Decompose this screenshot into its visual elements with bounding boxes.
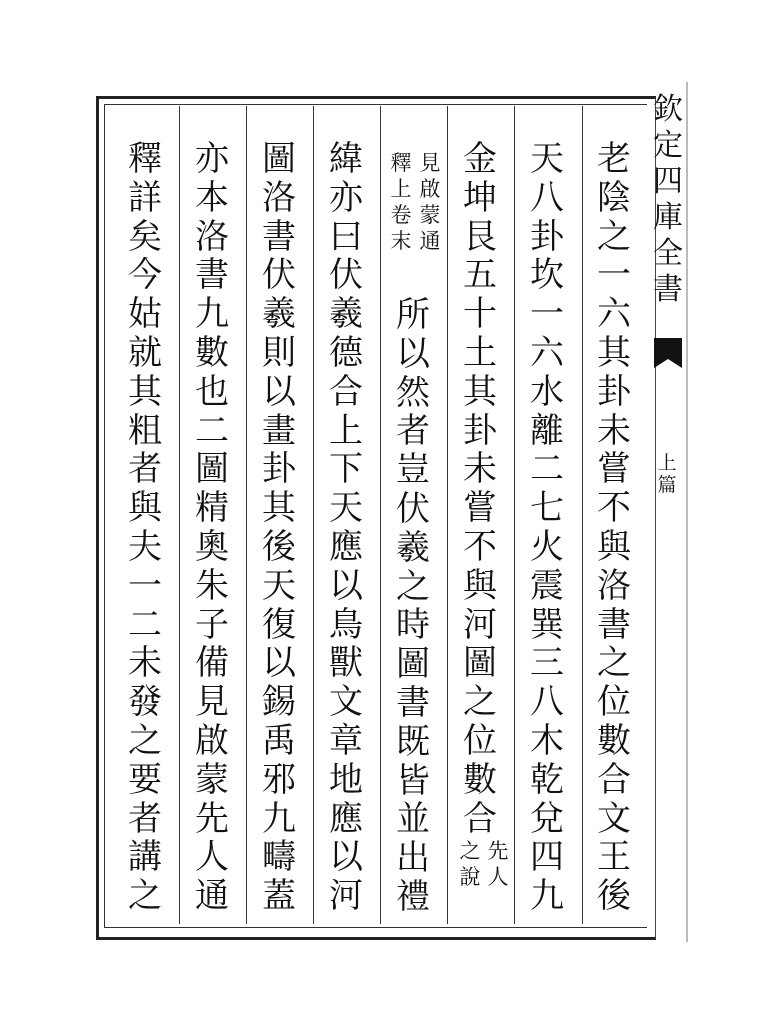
character: 書 bbox=[396, 682, 430, 723]
character: 夫 bbox=[128, 526, 162, 567]
character: 就 bbox=[128, 332, 162, 373]
character: 要 bbox=[128, 759, 162, 800]
character: 九 bbox=[262, 798, 296, 839]
character: 禮 bbox=[396, 876, 430, 917]
margin-book-title bbox=[654, 92, 682, 308]
character: 人 bbox=[195, 837, 229, 878]
character: 四 bbox=[530, 837, 564, 878]
column-rule bbox=[179, 106, 180, 924]
character: 以 bbox=[396, 333, 430, 374]
character: 十 bbox=[463, 294, 497, 335]
character: 數 bbox=[195, 332, 229, 373]
character: 之 bbox=[597, 643, 631, 684]
character: 未 bbox=[128, 643, 162, 684]
character: 地 bbox=[329, 759, 363, 800]
character: 六 bbox=[597, 294, 631, 335]
character: 本 bbox=[195, 177, 229, 218]
character: 書 bbox=[262, 216, 296, 257]
character: 書 bbox=[653, 272, 683, 307]
fishtail-mark bbox=[654, 338, 682, 368]
character: 卦 bbox=[262, 449, 296, 490]
character: 庫 bbox=[653, 200, 683, 235]
page-edge-shadow bbox=[686, 82, 688, 942]
character: 禹 bbox=[262, 720, 296, 761]
character: 精 bbox=[195, 488, 229, 529]
column-rule bbox=[514, 106, 515, 924]
character: 見 bbox=[195, 682, 229, 723]
character: 圖 bbox=[195, 449, 229, 490]
character: 不 bbox=[597, 488, 631, 529]
character: 羲 bbox=[396, 527, 430, 568]
character: 之 bbox=[597, 216, 631, 257]
character: 八 bbox=[530, 682, 564, 723]
character: 天 bbox=[530, 139, 564, 179]
character: 震 bbox=[530, 565, 564, 606]
character: 蒙 bbox=[195, 759, 229, 800]
character: 一 bbox=[530, 294, 564, 335]
character: 上 bbox=[390, 177, 412, 201]
character: 則 bbox=[262, 332, 296, 373]
character: 伏 bbox=[329, 255, 363, 296]
character: 九 bbox=[195, 294, 229, 335]
character: 羲 bbox=[262, 294, 296, 335]
text-column-3 bbox=[454, 140, 506, 838]
character: 然 bbox=[396, 372, 430, 413]
character: 與 bbox=[128, 488, 162, 529]
character: 卦 bbox=[597, 371, 631, 412]
column-rule bbox=[246, 106, 247, 924]
character: 以 bbox=[262, 371, 296, 412]
inline-note-left bbox=[387, 150, 415, 254]
character: 人 bbox=[487, 865, 509, 889]
character: 姑 bbox=[128, 294, 162, 335]
column-rule bbox=[313, 106, 314, 924]
character: 其 bbox=[262, 488, 296, 529]
character: 之 bbox=[128, 876, 162, 917]
character: 伏 bbox=[262, 255, 296, 296]
character: 復 bbox=[262, 604, 296, 645]
character: 矣 bbox=[128, 216, 162, 257]
character: 釋 bbox=[128, 139, 162, 179]
character: 以 bbox=[329, 565, 363, 606]
column-rule bbox=[380, 106, 381, 924]
character: 合 bbox=[463, 798, 497, 839]
character: 卷 bbox=[390, 203, 412, 227]
character: 之 bbox=[128, 720, 162, 761]
character: 也 bbox=[195, 371, 229, 412]
character: 天 bbox=[329, 488, 363, 529]
character: 粗 bbox=[128, 410, 162, 451]
character: 二 bbox=[128, 604, 162, 645]
character: 一 bbox=[128, 565, 162, 606]
character: 位 bbox=[463, 720, 497, 761]
character: 緯 bbox=[329, 139, 363, 179]
character: 獸 bbox=[329, 643, 363, 684]
character: 應 bbox=[329, 798, 363, 839]
character: 應 bbox=[329, 526, 363, 567]
character: 通 bbox=[195, 876, 229, 917]
character: 河 bbox=[463, 604, 497, 645]
character: 數 bbox=[597, 720, 631, 761]
character: 不 bbox=[463, 526, 497, 567]
text-column-5 bbox=[320, 140, 372, 916]
character: 德 bbox=[329, 332, 363, 373]
character: 卦 bbox=[530, 216, 564, 257]
character: 嘗 bbox=[597, 449, 631, 490]
character: 三 bbox=[530, 643, 564, 684]
character: 者 bbox=[128, 798, 162, 839]
character: 其 bbox=[128, 371, 162, 412]
text-column-7 bbox=[186, 140, 238, 916]
character: 金 bbox=[463, 139, 497, 179]
character: 嘗 bbox=[463, 488, 497, 529]
character: 坤 bbox=[463, 177, 497, 218]
character: 定 bbox=[653, 128, 683, 163]
character: 講 bbox=[128, 837, 162, 878]
character: 四 bbox=[653, 164, 683, 199]
character: 以 bbox=[262, 643, 296, 684]
character: 後 bbox=[597, 876, 631, 917]
character: 說 bbox=[459, 865, 481, 889]
inline-note-left bbox=[456, 838, 484, 890]
character: 見 bbox=[419, 151, 441, 175]
character: 既 bbox=[396, 721, 430, 762]
character: 之 bbox=[459, 839, 481, 863]
character: 土 bbox=[463, 332, 497, 373]
character: 豈 bbox=[396, 450, 430, 491]
character: 八 bbox=[530, 177, 564, 218]
character: 艮 bbox=[463, 216, 497, 257]
character: 圖 bbox=[262, 139, 296, 179]
character: 洛 bbox=[597, 565, 631, 606]
character: 奧 bbox=[195, 526, 229, 567]
character: 合 bbox=[329, 371, 363, 412]
character: 一 bbox=[597, 255, 631, 296]
character: 其 bbox=[597, 332, 631, 373]
character: 以 bbox=[329, 837, 363, 878]
character: 備 bbox=[195, 643, 229, 684]
character: 天 bbox=[262, 565, 296, 606]
character: 合 bbox=[597, 759, 631, 800]
column-rule bbox=[582, 106, 583, 924]
character: 子 bbox=[195, 604, 229, 645]
character: 發 bbox=[128, 682, 162, 723]
character: 之 bbox=[463, 682, 497, 723]
character: 時 bbox=[396, 605, 430, 646]
character: 卦 bbox=[463, 410, 497, 451]
character: 啟 bbox=[195, 720, 229, 761]
character: 啟 bbox=[419, 177, 441, 201]
character: 亦 bbox=[195, 139, 229, 179]
character: 之 bbox=[396, 566, 430, 607]
character: 文 bbox=[597, 798, 631, 839]
character: 洛 bbox=[195, 216, 229, 257]
character: 皆 bbox=[396, 760, 430, 801]
character: 七 bbox=[530, 488, 564, 529]
character: 後 bbox=[262, 526, 296, 567]
character: 先 bbox=[195, 798, 229, 839]
character: 並 bbox=[396, 799, 430, 840]
character: 通 bbox=[419, 229, 441, 253]
margin-section-label bbox=[654, 452, 680, 496]
character: 洛 bbox=[262, 177, 296, 218]
character: 書 bbox=[195, 255, 229, 296]
character: 出 bbox=[396, 838, 430, 879]
character: 書 bbox=[597, 604, 631, 645]
character: 全 bbox=[653, 236, 683, 271]
character: 坎 bbox=[530, 255, 564, 296]
character: 文 bbox=[329, 682, 363, 723]
inline-note-right bbox=[484, 838, 512, 890]
character: 圖 bbox=[463, 643, 497, 684]
character: 六 bbox=[530, 332, 564, 373]
character: 蒙 bbox=[419, 203, 441, 227]
character: 今 bbox=[128, 255, 162, 296]
character: 疇 bbox=[262, 837, 296, 878]
character: 詳 bbox=[128, 177, 162, 218]
character: 伏 bbox=[396, 488, 430, 529]
character: 巽 bbox=[530, 604, 564, 645]
text-column-8 bbox=[119, 140, 171, 916]
text-column-1 bbox=[588, 140, 640, 916]
character: 蓋 bbox=[262, 876, 296, 917]
character: 羲 bbox=[329, 294, 363, 335]
character: 河 bbox=[329, 876, 363, 917]
character: 陰 bbox=[597, 177, 631, 218]
character: 篇 bbox=[657, 474, 677, 496]
column-rule bbox=[447, 106, 448, 924]
character: 鳥 bbox=[329, 604, 363, 645]
character: 未 bbox=[597, 410, 631, 451]
character: 曰 bbox=[329, 216, 363, 257]
character: 釋 bbox=[390, 151, 412, 175]
character: 錫 bbox=[262, 682, 296, 723]
character: 邪 bbox=[262, 759, 296, 800]
character: 下 bbox=[329, 449, 363, 490]
character: 兌 bbox=[530, 798, 564, 839]
character: 二 bbox=[195, 410, 229, 451]
character: 位 bbox=[597, 682, 631, 723]
character: 水 bbox=[530, 371, 564, 412]
character: 朱 bbox=[195, 565, 229, 606]
character: 畫 bbox=[262, 410, 296, 451]
character: 火 bbox=[530, 526, 564, 567]
character: 欽 bbox=[653, 92, 683, 127]
character: 圖 bbox=[396, 644, 430, 685]
inline-note-right bbox=[416, 150, 444, 254]
text-column-2 bbox=[521, 140, 573, 916]
character: 與 bbox=[597, 526, 631, 567]
text-column-4 bbox=[387, 296, 439, 917]
character: 九 bbox=[530, 876, 564, 917]
character: 末 bbox=[390, 229, 412, 253]
character: 其 bbox=[463, 371, 497, 412]
character: 與 bbox=[463, 565, 497, 606]
character: 未 bbox=[463, 449, 497, 490]
character: 者 bbox=[396, 411, 430, 452]
character: 先 bbox=[487, 839, 509, 863]
character: 亦 bbox=[329, 177, 363, 218]
character: 老 bbox=[597, 139, 631, 179]
character: 章 bbox=[329, 720, 363, 761]
character: 上 bbox=[329, 410, 363, 451]
character: 離 bbox=[530, 410, 564, 451]
text-column-6 bbox=[253, 140, 305, 916]
character: 王 bbox=[597, 837, 631, 878]
character: 木 bbox=[530, 720, 564, 761]
character: 二 bbox=[530, 449, 564, 490]
character: 五 bbox=[463, 255, 497, 296]
character: 者 bbox=[128, 449, 162, 490]
character: 數 bbox=[463, 759, 497, 800]
character: 乾 bbox=[530, 759, 564, 800]
character: 上 bbox=[657, 452, 677, 474]
character: 所 bbox=[396, 295, 430, 335]
